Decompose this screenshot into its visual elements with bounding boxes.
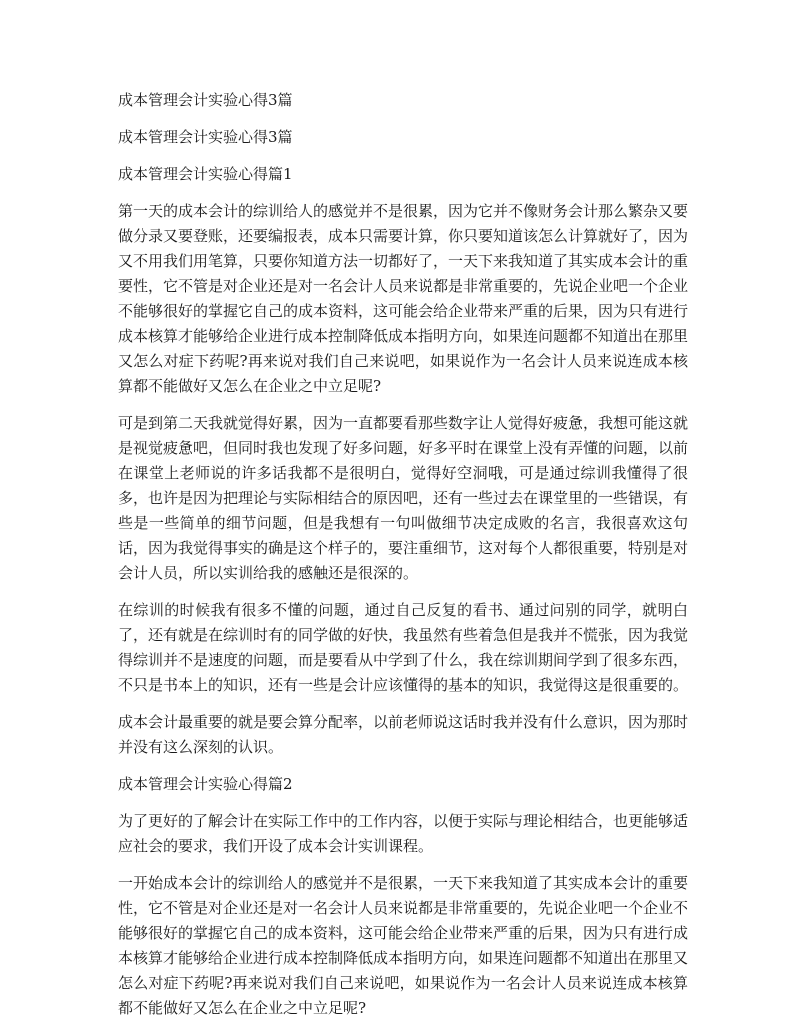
- document-page: [118, 88, 688, 1033]
- section2-title: 成本管理会计实验心得篇2: [118, 775, 293, 793]
- section1-paragraph: 成本会计最重要的就是要会算分配率，以前老师说这话时我并没有什么意识，因为那时并没有这么深刻的认识。: [118, 713, 689, 756]
- document-title: 成本管理会计实验心得3篇: [118, 91, 293, 109]
- section1-paragraph: 可是到第二天我就觉得好累，因为一直都要看那些数字让人觉得好疲惫，我想可能这就是视觉疲惫吧，但同时我也发现了好多问题，好多平时在课堂上没有弄懂的问题，以前在课堂上老师说的许多话我都不是很明白，觉得好空洞哦，可是通过综训我懂得了很多，也许是因为把理论与实际相结合的原因吧，还有一些过去在课堂里的一些错误，有些是一些简单的细节问题，但是我想有一句叫做细节决定成败的名言，我很喜欢这句话，因为我觉得事实的确是这个样子的，要注重细节，这对每个人都很重要，特别是对会计人员，所以实训给我的感触还是很深的。: [118, 414, 689, 582]
- section2-paragraph: 为了更好的了解会计在实际工作中的工作内容，以便于实际与理论相结合，也更能够适应社会的要求，我们开设了成本会计实训课程。: [118, 812, 689, 855]
- section1-paragraph: 第一天的成本会计的综训给人的感觉并不是很累，因为它并不像财务会计那么繁杂又要做分录又要登账，还要编报表，成本只需要计算，你只要知道该怎么计算就好了，因为又不用我们用笔算，只要你知道方法一切都好了，一天下来我知道了其实成本会计的重要性，它不管是对企业还是对一名会计人员来说都是非常重要的，先说企业吧一个企业不能够很好的掌握它自己的成本资料，这可能会给企业带来严重的后果，因为只有进行成本核算才能够给企业进行成本控制降低成本指明方向，如果连问题都不知道出在那里又怎么对症下药呢?再来说对我们自己来说吧，如果说作为一名会计人员来说连成本核算都不能做好又怎么在企业之中立足呢?: [118, 202, 689, 395]
- section1-paragraph: 在综训的时候我有很多不懂的问题，通过自己反复的看书、通过问别的同学，就明白了，还有就是在综训时有的同学做的好快，我虽然有些着急但是我并不慌张，因为我觉得综训并不是速度的问题，而是要看从中学到了什么，我在综训期间学到了很多东西，不只是书本上的知识，还有一些是会计应该懂得的基本的知识，我觉得这是很重要的。: [118, 601, 689, 694]
- section2-paragraph: 一开始成本会计的综训给人的感觉并不是很累，一天下来我知道了其实成本会计的重要性，它不管是对企业还是对一名会计人员来说都是非常重要的，先说企业吧一个企业不能够很好的掌握它自己的成本资料，这可能会给企业带来严重的后果，因为只有进行成本核算才能够给企业进行成本控制降低成本指明方向，如果连问题都不知道出在那里又怎么对症下药呢?再来说对我们自己来说吧，如果说作为一名会计人员来说连成本核算都不能做好又怎么在企业之中立足呢?: [118, 874, 689, 1017]
- section1-title: 成本管理会计实验心得篇1: [118, 165, 293, 183]
- document-subtitle: 成本管理会计实验心得3篇: [118, 128, 293, 146]
